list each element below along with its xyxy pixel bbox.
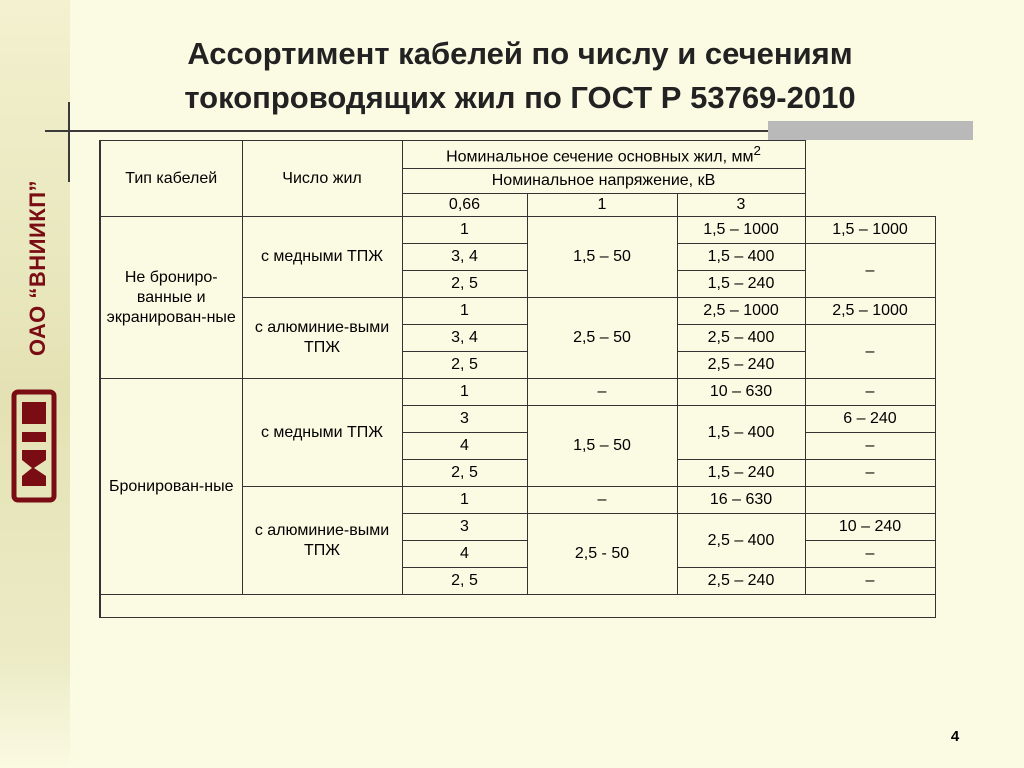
section-3kv-cell: – [805, 325, 935, 379]
header-voltage-1: 1 [527, 194, 677, 217]
cable-assortment-table [99, 140, 936, 618]
section-3kv-cell: 10 – 240 [805, 514, 935, 541]
cores-cell: 2, 5 [402, 460, 527, 487]
slide-title [90, 32, 950, 120]
left-decor-fade [0, 660, 70, 768]
decor-gray-block [768, 121, 973, 140]
table-row [100, 217, 935, 244]
cores-cell: 3, 4 [402, 325, 527, 352]
section-1kv-cell: 2,5 – 240 [677, 568, 805, 595]
section-066-cell: 2,5 - 50 [527, 514, 677, 595]
cores-cell: 3 [402, 406, 527, 433]
section-3kv-cell: – [805, 379, 935, 406]
title-line-1: Ассортимент кабелей по числу и сечениям [187, 36, 853, 71]
cores-cell: 3 [402, 514, 527, 541]
cores-cell: 1 [402, 298, 527, 325]
section-3kv-cell [805, 487, 935, 514]
section-1kv-cell: 2,5 – 240 [677, 352, 805, 379]
table-row [100, 379, 935, 406]
section-3kv-cell: – [805, 460, 935, 487]
section-066-cell: – [527, 487, 677, 514]
section-066-cell: – [527, 379, 677, 406]
subgroup-label: с алюминие-выми ТПЖ [242, 487, 402, 595]
table-footer-row [100, 595, 935, 618]
header-nominal-voltage: Номинальное напряжение, кВ [402, 169, 805, 194]
group-label: Бронирован-ные [100, 379, 242, 595]
section-1kv-cell: 1,5 – 1000 [677, 217, 805, 244]
subgroup-label: с алюминие-выми ТПЖ [242, 298, 402, 379]
cores-cell: 4 [402, 433, 527, 460]
group-label: Не брониро-ванные и экранирован-ные [100, 217, 242, 379]
page-number: 4 [950, 728, 960, 745]
section-3kv-cell: – [805, 568, 935, 595]
table-footer-cell [100, 595, 935, 618]
cores-cell: 2, 5 [402, 271, 527, 298]
section-3kv-cell: 1,5 – 1000 [805, 217, 935, 244]
cores-cell: 1 [402, 379, 527, 406]
section-1kv-cell: 2,5 – 400 [677, 325, 805, 352]
section-3kv-cell: – [805, 244, 935, 298]
header-cores-count: Число жил [242, 141, 402, 217]
header-nominal-section-text: Номинальное сечение основных жил, мм [446, 148, 754, 166]
cores-cell: 1 [402, 487, 527, 514]
header-row-1 [100, 141, 935, 169]
section-3kv-cell: 6 – 240 [805, 406, 935, 433]
header-nominal-section [402, 141, 805, 169]
section-1kv-cell: 2,5 – 400 [677, 514, 805, 568]
section-1kv-cell: 1,5 – 400 [677, 406, 805, 460]
subgroup-label: с медными ТПЖ [242, 379, 402, 487]
section-1kv-cell: 1,5 – 240 [677, 271, 805, 298]
section-066-cell: 2,5 – 50 [527, 298, 677, 379]
header-nominal-section-sup: 2 [753, 143, 761, 159]
decor-vertical-line [68, 102, 70, 182]
header-voltage-3: 3 [677, 194, 805, 217]
section-1kv-cell: 16 – 630 [677, 487, 805, 514]
cores-cell: 2, 5 [402, 352, 527, 379]
section-3kv-cell: – [805, 541, 935, 568]
section-066-cell: 1,5 – 50 [527, 217, 677, 298]
section-1kv-cell: 10 – 630 [677, 379, 805, 406]
section-066-cell: 1,5 – 50 [527, 406, 677, 487]
cores-cell: 2, 5 [402, 568, 527, 595]
section-1kv-cell: 2,5 – 1000 [677, 298, 805, 325]
vniikp-logo-icon [8, 388, 60, 504]
cores-cell: 1 [402, 217, 527, 244]
header-voltage-066: 0,66 [402, 194, 527, 217]
header-cable-type: Тип кабелей [100, 141, 242, 217]
subgroup-label: с медными ТПЖ [242, 217, 402, 298]
section-1kv-cell: 1,5 – 240 [677, 460, 805, 487]
brand-label [18, 158, 58, 378]
cores-cell: 3, 4 [402, 244, 527, 271]
cores-cell: 4 [402, 541, 527, 568]
section-1kv-cell: 1,5 – 400 [677, 244, 805, 271]
section-3kv-cell: – [805, 433, 935, 460]
brand-text: ОАО “ВНИИКП” [25, 179, 50, 357]
title-line-2: токопроводящих жил по ГОСТ Р 53769-2010 [184, 80, 856, 115]
section-3kv-cell: 2,5 – 1000 [805, 298, 935, 325]
